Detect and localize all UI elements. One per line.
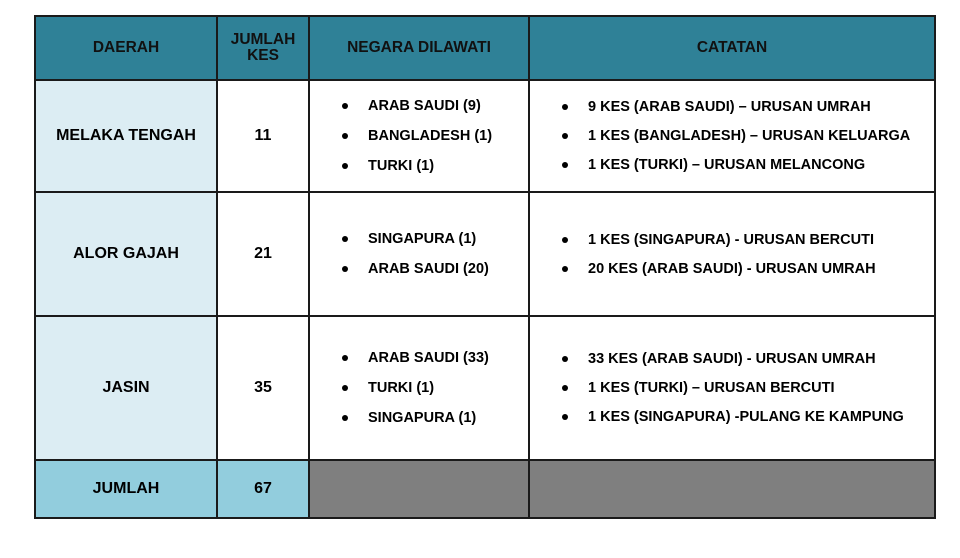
total-label: JUMLAH [35,460,217,518]
catatan-text: 1 KES (SINGAPURA) - URUSAN BERCUTI [588,231,874,248]
negara-item [310,350,528,366]
negara-item [310,410,528,426]
catatan-item [530,128,934,144]
total-value: 67 [217,460,309,518]
bullet-icon [562,385,568,391]
catatan-text: 1 KES (BANGLADESH) – URUSAN KELUARGA [588,128,911,144]
negara-text: TURKI (1) [368,158,435,174]
header-daerah: DAERAH [35,16,217,80]
bullet-icon [562,133,568,139]
catatan-item [530,157,934,173]
negara-list [310,350,528,426]
negara-text: SINGAPURA (1) [368,410,477,426]
negara-text: BANGLADESH (1) [368,128,493,144]
negara-text: ARAB SAUDI (20) [368,261,489,277]
negara-text: SINGAPURA (1) [368,231,477,247]
table-row-alor-gajah [35,192,935,316]
negara-item [310,158,528,174]
catatan-cell [529,80,935,192]
empty-cell [529,460,935,518]
catatan-cell [529,316,935,460]
catatan-item [530,261,934,277]
negara-item [310,380,528,396]
catatan-text: 1 KES (SINGAPURA) -PULANG KE KAMPUNG [588,409,904,425]
catatan-text: 1 KES (TURKI) – URUSAN MELANCONG [588,157,866,173]
daerah-cell: ALOR GAJAH [35,192,217,316]
total-row [35,460,935,518]
negara-item [310,261,528,277]
catatan-item [530,99,934,115]
negara-cell [309,316,529,460]
bullet-icon [342,266,348,272]
catatan-text: 33 KES (ARAB SAUDI) - URUSAN UMRAH [588,351,876,367]
bullet-icon [342,355,348,361]
cases-table [34,15,936,519]
bullet-icon [562,266,568,272]
catatan-list [530,99,934,173]
header-jumlah-line1: JUMLAH [230,31,296,48]
header-jumlah-kes [217,16,309,80]
bullet-icon [562,237,568,243]
bullet-icon [342,415,348,421]
table-row-jasin [35,316,935,460]
bullet-icon [342,385,348,391]
catatan-item [530,232,934,248]
bullet-icon [342,236,348,242]
header-catatan: CATATAN [529,16,935,80]
bullet-icon [342,163,348,169]
catatan-item [530,351,934,367]
jumlah-cell: 35 [217,316,309,460]
bullet-icon [562,414,568,420]
negara-item [310,128,528,144]
bullet-icon [342,133,348,139]
bullet-icon [342,103,348,109]
negara-text: TURKI (1) [368,380,435,396]
catatan-cell [529,192,935,316]
jumlah-cell: 11 [217,80,309,192]
negara-cell [309,80,529,192]
catatan-item [530,380,934,396]
bullet-icon [562,104,568,110]
jumlah-cell: 21 [217,192,309,316]
daerah-cell: MELAKA TENGAH [35,80,217,192]
table-row-melaka-tengah [35,80,935,192]
negara-list [310,98,528,174]
daerah-cell: JASIN [35,316,217,460]
negara-item [310,98,528,114]
empty-cell [309,460,529,518]
header-negara-dilawati: NEGARA DILAWATI [309,16,529,80]
catatan-item [530,409,934,425]
catatan-text: 20 KES (ARAB SAUDI) - URUSAN UMRAH [588,260,876,277]
negara-item [310,231,528,247]
catatan-list [530,351,934,425]
bullet-icon [562,356,568,362]
negara-list [310,231,528,277]
negara-text: ARAB SAUDI (33) [368,350,489,366]
catatan-text: 9 KES (ARAB SAUDI) – URUSAN UMRAH [588,99,871,115]
catatan-text: 1 KES (TURKI) – URUSAN BERCUTI [588,380,835,396]
bullet-icon [562,162,568,168]
negara-cell [309,192,529,316]
catatan-list [530,232,934,277]
header-row [35,16,935,80]
header-jumlah-line2: KES [247,47,279,64]
negara-text: ARAB SAUDI (9) [368,98,481,114]
